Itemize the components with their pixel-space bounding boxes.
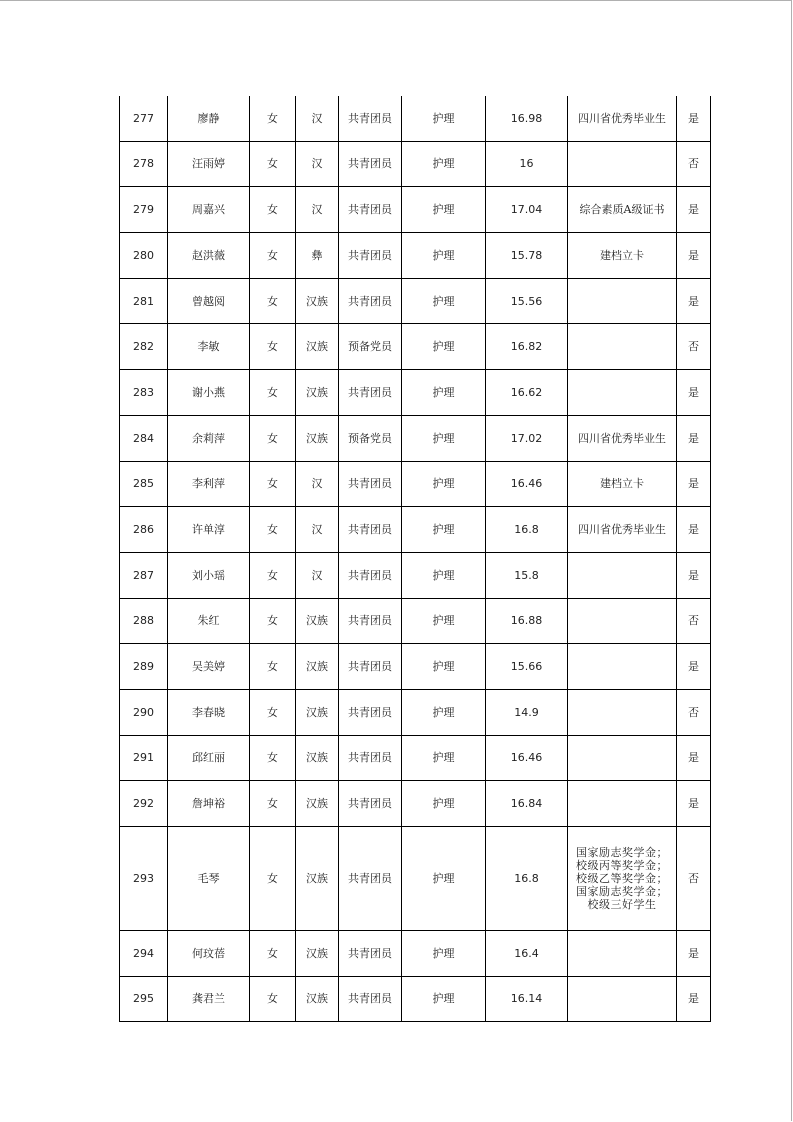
cell-result: 是: [677, 278, 711, 324]
cell-major: 护理: [402, 96, 486, 141]
cell-political-status: 预备党员: [339, 324, 402, 370]
cell-major: 护理: [402, 415, 486, 461]
cell-major: 护理: [402, 689, 486, 735]
cell-political-status: 共青团员: [339, 735, 402, 781]
cell-name: 何玟蓓: [168, 931, 250, 977]
cell-score: 16.46: [486, 461, 568, 507]
cell-major: 护理: [402, 324, 486, 370]
cell-gender: 女: [250, 735, 296, 781]
cell-result: 是: [677, 96, 711, 141]
cell-ethnicity: 汉: [296, 187, 339, 233]
table-row: [120, 598, 711, 644]
cell-major: 护理: [402, 781, 486, 827]
cell-result: 是: [677, 187, 711, 233]
cell-political-status: 共青团员: [339, 781, 402, 827]
cell-awards: 四川省优秀毕业生: [568, 415, 677, 461]
cell-awards: [568, 278, 677, 324]
cell-score: 16.14: [486, 976, 568, 1022]
cell-ethnicity: 汉: [296, 96, 339, 141]
cell-no: 279: [120, 187, 168, 233]
cell-name: 吴美婷: [168, 644, 250, 690]
cell-no: 282: [120, 324, 168, 370]
cell-ethnicity: 汉族: [296, 827, 339, 931]
cell-major: 护理: [402, 644, 486, 690]
cell-no: 290: [120, 689, 168, 735]
cell-name: 李利萍: [168, 461, 250, 507]
table-row: [120, 931, 711, 977]
table-row: [120, 278, 711, 324]
cell-ethnicity: 汉: [296, 552, 339, 598]
cell-score: 16.8: [486, 507, 568, 553]
cell-result: 否: [677, 598, 711, 644]
cell-gender: 女: [250, 598, 296, 644]
cell-ethnicity: 汉: [296, 141, 339, 187]
cell-gender: 女: [250, 931, 296, 977]
cell-no: 284: [120, 415, 168, 461]
cell-political-status: 共青团员: [339, 370, 402, 416]
cell-name: 曾越阅: [168, 278, 250, 324]
cell-result: 否: [677, 324, 711, 370]
cell-score: 15.56: [486, 278, 568, 324]
table-row: [120, 689, 711, 735]
table-row: [120, 324, 711, 370]
cell-no: 287: [120, 552, 168, 598]
cell-political-status: 共青团员: [339, 598, 402, 644]
cell-score: 16.46: [486, 735, 568, 781]
cell-name: 邱红丽: [168, 735, 250, 781]
cell-name: 毛琴: [168, 827, 250, 931]
cell-result: 是: [677, 233, 711, 279]
table-row: [120, 735, 711, 781]
cell-result: 是: [677, 370, 711, 416]
table-row: [120, 141, 711, 187]
cell-no: 280: [120, 233, 168, 279]
cell-gender: 女: [250, 141, 296, 187]
cell-ethnicity: 汉族: [296, 931, 339, 977]
cell-awards: 建档立卡: [568, 461, 677, 507]
table-row: [120, 370, 711, 416]
table-row: [120, 644, 711, 690]
cell-score: 16.4: [486, 931, 568, 977]
cell-score: 16.62: [486, 370, 568, 416]
cell-political-status: 共青团员: [339, 278, 402, 324]
cell-ethnicity: 汉族: [296, 415, 339, 461]
cell-gender: 女: [250, 233, 296, 279]
cell-score: 16.98: [486, 96, 568, 141]
cell-no: 293: [120, 827, 168, 931]
cell-score: 16: [486, 141, 568, 187]
cell-gender: 女: [250, 278, 296, 324]
cell-gender: 女: [250, 415, 296, 461]
table-row: [120, 461, 711, 507]
cell-political-status: 共青团员: [339, 976, 402, 1022]
cell-awards: [568, 644, 677, 690]
cell-result: 否: [677, 141, 711, 187]
cell-no: 278: [120, 141, 168, 187]
cell-no: 294: [120, 931, 168, 977]
cell-gender: 女: [250, 781, 296, 827]
cell-political-status: 共青团员: [339, 141, 402, 187]
cell-political-status: 共青团员: [339, 644, 402, 690]
cell-no: 292: [120, 781, 168, 827]
cell-no: 288: [120, 598, 168, 644]
cell-name: 余莉萍: [168, 415, 250, 461]
cell-ethnicity: 汉: [296, 461, 339, 507]
cell-ethnicity: 汉族: [296, 278, 339, 324]
table-row: [120, 781, 711, 827]
awards-text: 国家励志奖学金；校级丙等奖学金；校级乙等奖学金；国家励志奖学金；校级三好学生: [576, 845, 668, 912]
cell-ethnicity: 彝: [296, 233, 339, 279]
cell-major: 护理: [402, 507, 486, 553]
cell-awards: [568, 552, 677, 598]
cell-gender: 女: [250, 689, 296, 735]
cell-name: 李敏: [168, 324, 250, 370]
cell-awards: 四川省优秀毕业生: [568, 507, 677, 553]
cell-political-status: 共青团员: [339, 461, 402, 507]
cell-awards: [568, 370, 677, 416]
cell-gender: 女: [250, 827, 296, 931]
cell-awards: [568, 781, 677, 827]
cell-result: 是: [677, 976, 711, 1022]
cell-political-status: 共青团员: [339, 689, 402, 735]
cell-major: 护理: [402, 370, 486, 416]
cell-political-status: 共青团员: [339, 827, 402, 931]
cell-political-status: 共青团员: [339, 552, 402, 598]
cell-score: 17.02: [486, 415, 568, 461]
cell-major: 护理: [402, 278, 486, 324]
cell-result: 是: [677, 552, 711, 598]
cell-ethnicity: 汉族: [296, 781, 339, 827]
cell-name: 詹坤裕: [168, 781, 250, 827]
cell-gender: 女: [250, 187, 296, 233]
cell-name: 许单淳: [168, 507, 250, 553]
cell-major: 护理: [402, 735, 486, 781]
cell-no: 286: [120, 507, 168, 553]
cell-score: 15.66: [486, 644, 568, 690]
cell-ethnicity: 汉族: [296, 370, 339, 416]
cell-awards: [568, 827, 677, 931]
cell-result: 否: [677, 827, 711, 931]
cell-ethnicity: 汉: [296, 507, 339, 553]
cell-major: 护理: [402, 552, 486, 598]
cell-name: 赵洪薇: [168, 233, 250, 279]
cell-name: 谢小燕: [168, 370, 250, 416]
cell-gender: 女: [250, 644, 296, 690]
cell-awards: 建档立卡: [568, 233, 677, 279]
cell-no: 277: [120, 96, 168, 141]
cell-awards: [568, 976, 677, 1022]
cell-gender: 女: [250, 324, 296, 370]
cell-result: 否: [677, 689, 711, 735]
cell-major: 护理: [402, 141, 486, 187]
table-row: [120, 552, 711, 598]
table-row: [120, 233, 711, 279]
cell-score: 16.84: [486, 781, 568, 827]
cell-political-status: 共青团员: [339, 931, 402, 977]
cell-political-status: 共青团员: [339, 96, 402, 141]
cell-score: 17.04: [486, 187, 568, 233]
table-row: [120, 96, 711, 141]
cell-score: 15.78: [486, 233, 568, 279]
cell-major: 护理: [402, 827, 486, 931]
table-row: [120, 415, 711, 461]
cell-major: 护理: [402, 187, 486, 233]
cell-awards: [568, 324, 677, 370]
cell-gender: 女: [250, 461, 296, 507]
cell-political-status: 共青团员: [339, 507, 402, 553]
cell-result: 是: [677, 507, 711, 553]
cell-political-status: 预备党员: [339, 415, 402, 461]
cell-name: 龚君兰: [168, 976, 250, 1022]
cell-gender: 女: [250, 552, 296, 598]
cell-score: 16.88: [486, 598, 568, 644]
table-row: [120, 507, 711, 553]
cell-gender: 女: [250, 507, 296, 553]
cell-no: 291: [120, 735, 168, 781]
cell-score: 16.82: [486, 324, 568, 370]
cell-no: 283: [120, 370, 168, 416]
student-roster-table: [119, 96, 711, 1022]
cell-gender: 女: [250, 96, 296, 141]
cell-name: 刘小瑶: [168, 552, 250, 598]
cell-awards: [568, 141, 677, 187]
cell-result: 是: [677, 735, 711, 781]
cell-ethnicity: 汉族: [296, 598, 339, 644]
cell-awards: 综合素质A级证书: [568, 187, 677, 233]
cell-gender: 女: [250, 976, 296, 1022]
cell-no: 281: [120, 278, 168, 324]
cell-score: 15.8: [486, 552, 568, 598]
cell-no: 289: [120, 644, 168, 690]
cell-score: 16.8: [486, 827, 568, 931]
cell-name: 汪雨婷: [168, 141, 250, 187]
cell-score: 14.9: [486, 689, 568, 735]
cell-result: 是: [677, 644, 711, 690]
cell-major: 护理: [402, 598, 486, 644]
cell-political-status: 共青团员: [339, 187, 402, 233]
cell-no: 295: [120, 976, 168, 1022]
cell-name: 廖静: [168, 96, 250, 141]
cell-major: 护理: [402, 233, 486, 279]
cell-ethnicity: 汉族: [296, 735, 339, 781]
cell-awards: [568, 735, 677, 781]
cell-result: 是: [677, 415, 711, 461]
table-row: [120, 187, 711, 233]
cell-no: 285: [120, 461, 168, 507]
cell-major: 护理: [402, 931, 486, 977]
cell-awards: [568, 598, 677, 644]
cell-result: 是: [677, 781, 711, 827]
cell-name: 朱红: [168, 598, 250, 644]
cell-major: 护理: [402, 461, 486, 507]
cell-name: 周嘉兴: [168, 187, 250, 233]
table-row: [120, 976, 711, 1022]
cell-awards: 四川省优秀毕业生: [568, 96, 677, 141]
cell-awards: [568, 689, 677, 735]
cell-result: 是: [677, 461, 711, 507]
cell-name: 李春晓: [168, 689, 250, 735]
cell-result: 是: [677, 931, 711, 977]
cell-major: 护理: [402, 976, 486, 1022]
cell-gender: 女: [250, 370, 296, 416]
table-row: [120, 827, 711, 931]
cell-ethnicity: 汉族: [296, 976, 339, 1022]
cell-ethnicity: 汉族: [296, 689, 339, 735]
cell-political-status: 共青团员: [339, 233, 402, 279]
cell-awards: [568, 931, 677, 977]
cell-ethnicity: 汉族: [296, 644, 339, 690]
cell-ethnicity: 汉族: [296, 324, 339, 370]
